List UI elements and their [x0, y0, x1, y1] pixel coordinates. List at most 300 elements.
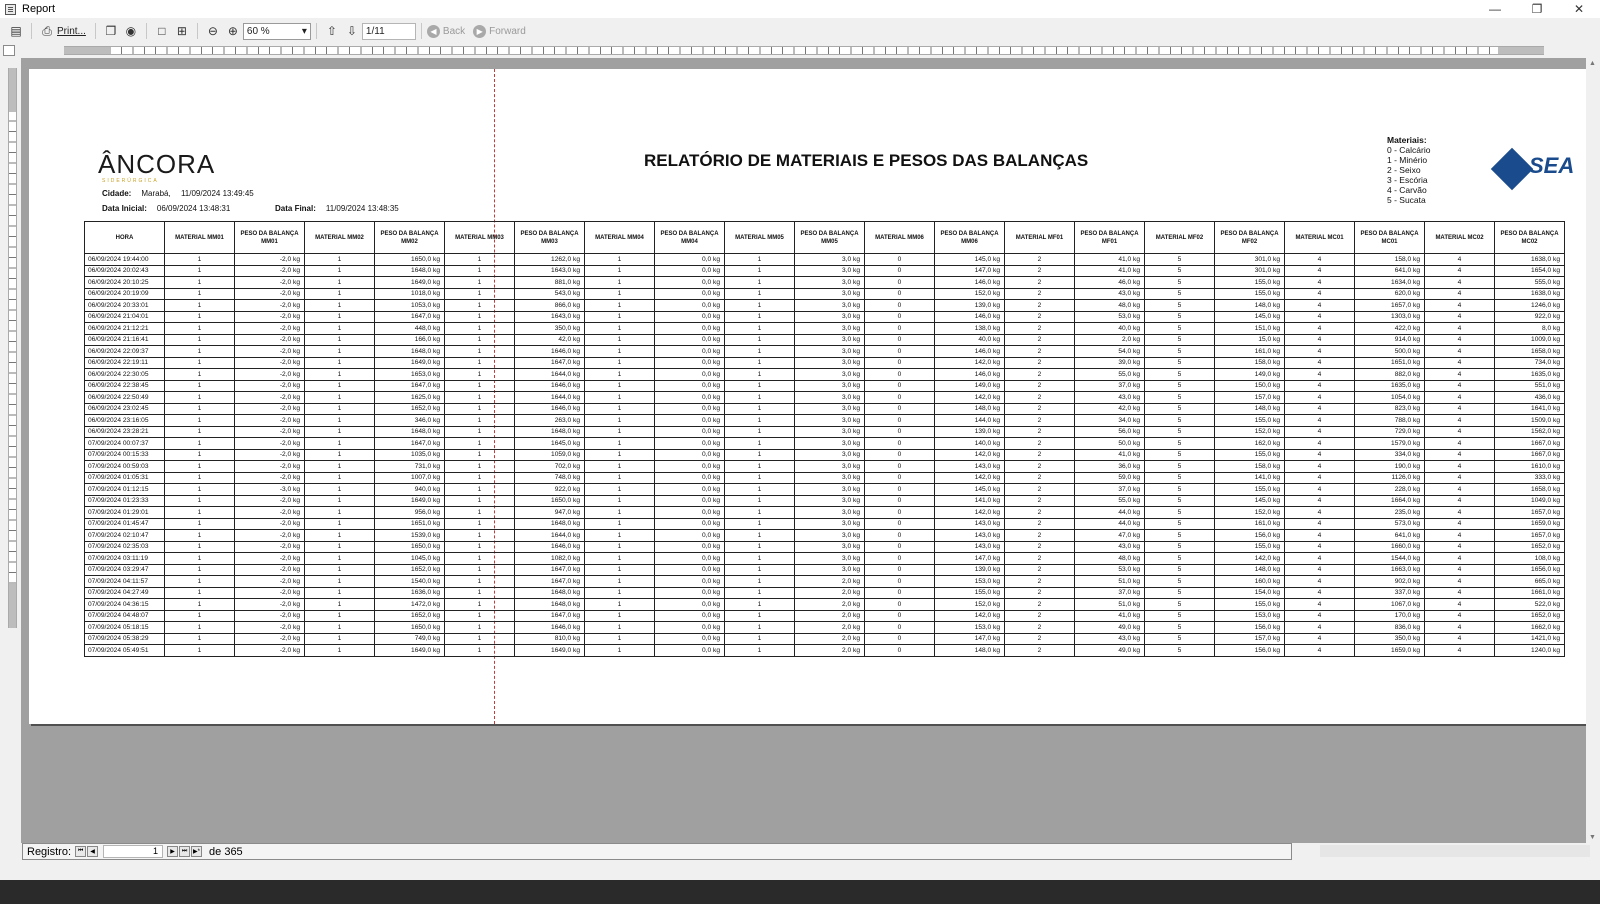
table-row [85, 426, 1565, 438]
table-cell: 1 [445, 392, 515, 404]
table-cell: -2,0 kg [235, 415, 305, 427]
table-cell: 4 [1285, 288, 1355, 300]
column-header: MATERIAL MF01 [1005, 222, 1075, 254]
table-cell: 1648,0 kg [515, 426, 585, 438]
table-cell: 07/09/2024 01:12:15 [85, 484, 165, 496]
table-cell: 1 [725, 449, 795, 461]
table-cell: 143,0 kg [935, 530, 1005, 542]
table-cell: 1 [445, 495, 515, 507]
table-cell: 06/09/2024 20:19:09 [85, 288, 165, 300]
table-cell: 4 [1425, 553, 1495, 565]
table-cell: 155,0 kg [1215, 415, 1285, 427]
single-page-icon[interactable]: □ [158, 24, 166, 38]
table-cell: 142,0 kg [1215, 553, 1285, 565]
table-cell: -2,0 kg [235, 357, 305, 369]
table-cell: 731,0 kg [375, 461, 445, 473]
table-cell: 5 [1145, 288, 1215, 300]
table-cell: 1651,0 kg [375, 518, 445, 530]
table-cell: 4 [1425, 518, 1495, 530]
table-cell: 2,0 kg [795, 576, 865, 588]
table-cell: 2 [1005, 576, 1075, 588]
table-row [85, 645, 1565, 657]
table-cell: -2,0 kg [235, 495, 305, 507]
table-cell: 3,0 kg [795, 334, 865, 346]
table-cell: 0 [865, 587, 935, 599]
table-cell: 1579,0 kg [1355, 438, 1425, 450]
table-cell: 1 [445, 633, 515, 645]
table-cell: -2,0 kg [235, 300, 305, 312]
table-cell: 1 [165, 599, 235, 611]
table-cell: 07/09/2024 01:23:33 [85, 495, 165, 507]
table-row [85, 392, 1565, 404]
table-cell: 166,0 kg [375, 334, 445, 346]
table-cell: 07/09/2024 05:18:15 [85, 622, 165, 634]
report-page [29, 69, 1586, 724]
table-cell: 436,0 kg [1495, 392, 1565, 404]
table-cell: 0 [865, 553, 935, 565]
table-cell: 5 [1145, 403, 1215, 415]
table-cell: 0 [865, 507, 935, 519]
table-cell: -2,0 kg [235, 254, 305, 266]
table-cell: -2,0 kg [235, 518, 305, 530]
back-arrow-icon[interactable]: ◀ [427, 25, 440, 38]
table-cell: 148,0 kg [1215, 403, 1285, 415]
table-cell: 0,0 kg [655, 380, 725, 392]
table-cell: 155,0 kg [1215, 449, 1285, 461]
table-cell: 1 [585, 507, 655, 519]
legend-item: 0 - Calcário [1387, 145, 1431, 155]
table-cell: 1 [725, 622, 795, 634]
table-cell: 1 [305, 254, 375, 266]
table-cell: 2 [1005, 392, 1075, 404]
table-cell: 555,0 kg [1495, 277, 1565, 289]
table-cell: 4 [1285, 415, 1355, 427]
table-cell: 1049,0 kg [1495, 495, 1565, 507]
table-cell: 2,0 kg [1075, 334, 1145, 346]
table-cell: 43,0 kg [1075, 541, 1145, 553]
table-cell: 155,0 kg [1215, 484, 1285, 496]
table-cell: 1638,0 kg [1495, 254, 1565, 266]
table-cell: 5 [1145, 426, 1215, 438]
table-row [85, 530, 1565, 542]
table-cell: 1059,0 kg [515, 449, 585, 461]
table-row [85, 369, 1565, 381]
report-viewport[interactable] [21, 58, 1586, 843]
table-cell: 0,0 kg [655, 645, 725, 657]
data-final-label: Data Final: [275, 204, 316, 213]
scroll-up-icon[interactable]: ▲ [1589, 60, 1596, 67]
table-cell: 346,0 kg [375, 415, 445, 427]
table-cell: 301,0 kg [1215, 265, 1285, 277]
table-cell: 2 [1005, 265, 1075, 277]
sea-logo-text: SEA [1529, 153, 1575, 178]
table-cell: 1 [445, 323, 515, 335]
table-cell: 0 [865, 300, 935, 312]
table-cell: 0,0 kg [655, 288, 725, 300]
table-cell: 1 [445, 403, 515, 415]
table-cell: 4 [1425, 346, 1495, 358]
page-number-input[interactable]: 1/11 [362, 23, 416, 40]
table-cell: 06/09/2024 21:04:01 [85, 311, 165, 323]
column-header: PESO DA BALANÇA MM02 [375, 222, 445, 254]
table-cell: 1 [165, 576, 235, 588]
data-inicial-line [102, 204, 230, 213]
table-cell: 1053,0 kg [375, 300, 445, 312]
table-cell: 1 [305, 633, 375, 645]
table-body [85, 254, 1565, 657]
scroll-down-icon[interactable]: ▼ [1589, 834, 1596, 841]
record-total: de 365 [209, 845, 243, 858]
table-cell: -2,0 kg [235, 599, 305, 611]
table-cell: 06/09/2024 22:38:45 [85, 380, 165, 392]
table-cell: 4 [1285, 254, 1355, 266]
table-cell: 448,0 kg [375, 323, 445, 335]
table-cell: 0 [865, 357, 935, 369]
table-cell: 3,0 kg [795, 403, 865, 415]
table-cell: 1646,0 kg [515, 380, 585, 392]
table-cell: 152,0 kg [935, 288, 1005, 300]
table-cell: 1 [585, 288, 655, 300]
column-header: PESO DA BALANÇA MM01 [235, 222, 305, 254]
column-header: HORA [85, 222, 165, 254]
table-cell: 1 [165, 369, 235, 381]
table-cell: 748,0 kg [515, 472, 585, 484]
vertical-scrollbar[interactable] [1586, 58, 1600, 843]
table-cell: 1 [725, 438, 795, 450]
next-page-icon[interactable]: ⇩ [346, 24, 357, 38]
table-cell: 4 [1425, 507, 1495, 519]
table-cell: 153,0 kg [1215, 610, 1285, 622]
previous-record-icon[interactable]: ◀ [87, 846, 98, 857]
table-cell: 882,0 kg [1355, 369, 1425, 381]
table-cell: 141,0 kg [1215, 472, 1285, 484]
record-number-input[interactable]: 1 [103, 845, 163, 858]
table-cell: 5 [1145, 265, 1215, 277]
table-cell: 1 [725, 323, 795, 335]
table-cell: 4 [1285, 323, 1355, 335]
toolbar-separator [31, 23, 32, 39]
horizontal-ruler[interactable] [64, 46, 1544, 55]
table-cell: 3,0 kg [795, 438, 865, 450]
table-cell: 55,0 kg [1075, 369, 1145, 381]
table-cell: 1 [725, 311, 795, 323]
table-cell: 142,0 kg [935, 392, 1005, 404]
table-cell: 2 [1005, 426, 1075, 438]
table-cell: 3,0 kg [795, 357, 865, 369]
table-cell: 1646,0 kg [515, 541, 585, 553]
table-cell: -2,0 kg [235, 334, 305, 346]
table-cell: 146,0 kg [935, 346, 1005, 358]
table-cell: 956,0 kg [375, 507, 445, 519]
last-record-icon[interactable]: ⏭ [179, 846, 190, 857]
table-cell: -2,0 kg [235, 587, 305, 599]
table-cell: 1007,0 kg [375, 472, 445, 484]
table-cell: 158,0 kg [1215, 357, 1285, 369]
table-cell: -2,0 kg [235, 610, 305, 622]
table-cell: 156,0 kg [1215, 645, 1285, 657]
table-cell: 1 [445, 277, 515, 289]
table-cell: 5 [1145, 254, 1215, 266]
table-cell: -2,0 kg [235, 553, 305, 565]
table-cell: 140,0 kg [935, 438, 1005, 450]
sea-logo [1491, 149, 1586, 189]
table-cell: 1082,0 kg [515, 553, 585, 565]
table-cell: 4 [1425, 265, 1495, 277]
table-cell: 1643,0 kg [515, 265, 585, 277]
table-cell: 0,0 kg [655, 507, 725, 519]
table-cell: 1 [585, 518, 655, 530]
table-cell: 5 [1145, 530, 1215, 542]
table-cell: 143,0 kg [935, 518, 1005, 530]
table-cell: 3,0 kg [795, 564, 865, 576]
table-cell: 145,0 kg [1215, 495, 1285, 507]
table-cell: 1 [165, 323, 235, 335]
vertical-ruler[interactable] [8, 68, 17, 628]
table-cell: 143,0 kg [935, 461, 1005, 473]
table-cell: 0 [865, 633, 935, 645]
table-cell: 144,0 kg [935, 415, 1005, 427]
table-cell: 2 [1005, 254, 1075, 266]
previous-page-icon[interactable]: ⇧ [326, 24, 337, 38]
table-row [85, 507, 1565, 519]
table-cell: 1 [585, 254, 655, 266]
forward-arrow-icon[interactable]: ▶ [473, 25, 486, 38]
forward-button[interactable]: Forward [489, 25, 526, 37]
table-cell: 42,0 kg [515, 334, 585, 346]
table-cell: 1646,0 kg [515, 346, 585, 358]
table-cell: 1635,0 kg [1495, 369, 1565, 381]
table-cell: 41,0 kg [1075, 254, 1145, 266]
table-cell: 07/09/2024 05:49:51 [85, 645, 165, 657]
logo-text: ÂNCORA [98, 149, 216, 179]
table-cell: 1 [445, 587, 515, 599]
table-cell: 142,0 kg [935, 449, 1005, 461]
table-header-row [85, 222, 1565, 254]
new-record-icon[interactable]: ▶* [191, 846, 202, 857]
table-cell: 1 [165, 300, 235, 312]
legend-title: Materiais: [1387, 135, 1427, 145]
close-icon[interactable]: ✕ [1573, 2, 1585, 16]
multi-page-icon[interactable]: ⊞ [176, 24, 187, 38]
binoculars-icon[interactable]: ◉ [125, 24, 137, 38]
table-cell: 823,0 kg [1355, 403, 1425, 415]
table-cell: 46,0 kg [1075, 277, 1145, 289]
page-setup-icon[interactable]: ▤ [10, 24, 22, 38]
table-cell: 54,0 kg [1075, 346, 1145, 358]
table-cell: 1 [165, 311, 235, 323]
next-record-icon[interactable]: ▶ [167, 846, 178, 857]
table-cell: 149,0 kg [935, 380, 1005, 392]
table-cell: 1 [585, 645, 655, 657]
table-cell: 3,0 kg [795, 415, 865, 427]
table-cell: 1 [725, 553, 795, 565]
toolbar-separator [146, 23, 147, 39]
table-cell: 1 [725, 495, 795, 507]
table-cell: 5 [1145, 369, 1215, 381]
restore-icon[interactable]: ❐ [1531, 2, 1543, 16]
table-cell: 2 [1005, 622, 1075, 634]
table-cell: 1 [305, 277, 375, 289]
table-cell: 1 [305, 369, 375, 381]
table-cell: 641,0 kg [1355, 265, 1425, 277]
ruler-corner [3, 45, 15, 56]
table-cell: 149,0 kg [1215, 369, 1285, 381]
printer-icon[interactable]: ⎙ [42, 23, 52, 38]
table-cell: 5 [1145, 461, 1215, 473]
table-cell: 5 [1145, 622, 1215, 634]
table-row [85, 495, 1565, 507]
table-cell: 1657,0 kg [1495, 507, 1565, 519]
table-cell: 1 [585, 610, 655, 622]
table-cell: 148,0 kg [1215, 564, 1285, 576]
table-cell: 0,0 kg [655, 484, 725, 496]
zoom-out-icon[interactable]: ⊖ [207, 24, 218, 38]
table-cell: 1 [445, 449, 515, 461]
table-cell: 148,0 kg [935, 645, 1005, 657]
table-cell: 4 [1425, 472, 1495, 484]
table-cell: 4 [1285, 484, 1355, 496]
table-cell: 1658,0 kg [1495, 346, 1565, 358]
table-row [85, 553, 1565, 565]
table-cell: 4 [1425, 369, 1495, 381]
table-cell: 788,0 kg [1355, 415, 1425, 427]
table-cell: 190,0 kg [1355, 461, 1425, 473]
table-cell: 4 [1285, 610, 1355, 622]
table-cell: 1646,0 kg [515, 403, 585, 415]
table-cell: 1 [305, 346, 375, 358]
table-cell: 0 [865, 254, 935, 266]
table-cell: 4 [1425, 403, 1495, 415]
table-cell: 1 [305, 461, 375, 473]
table-cell: -2,0 kg [235, 541, 305, 553]
table-cell: 1 [165, 530, 235, 542]
table-cell: -2,0 kg [235, 323, 305, 335]
table-cell: 1 [585, 622, 655, 634]
table-cell: 1 [585, 449, 655, 461]
table-cell: 1 [305, 392, 375, 404]
table-cell: 43,0 kg [1075, 288, 1145, 300]
legend-item: 1 - Minério [1387, 155, 1428, 165]
table-cell: 1 [445, 380, 515, 392]
table-cell: 153,0 kg [935, 622, 1005, 634]
table-cell: 34,0 kg [1075, 415, 1145, 427]
table-cell: 2,0 kg [795, 645, 865, 657]
table-cell: -2,0 kg [235, 438, 305, 450]
table-cell: 0,0 kg [655, 553, 725, 565]
table-row [85, 484, 1565, 496]
table-cell: 881,0 kg [515, 277, 585, 289]
cidade-line [102, 189, 254, 198]
table-cell: 07/09/2024 02:10:47 [85, 530, 165, 542]
table-cell: 5 [1145, 507, 1215, 519]
table-cell: 0,0 kg [655, 622, 725, 634]
table-cell: 0 [865, 541, 935, 553]
table-cell: 0 [865, 495, 935, 507]
table-cell: 3,0 kg [795, 426, 865, 438]
table-cell: 2 [1005, 495, 1075, 507]
table-cell: 947,0 kg [515, 507, 585, 519]
table-cell: 922,0 kg [515, 484, 585, 496]
table-cell: 4 [1285, 438, 1355, 450]
table-cell: 1 [165, 288, 235, 300]
table-cell: 2 [1005, 438, 1075, 450]
table-cell: 1 [585, 599, 655, 611]
table-cell: 1 [305, 357, 375, 369]
table-cell: 4 [1285, 576, 1355, 588]
zoom-select[interactable] [243, 23, 311, 40]
table-row [85, 518, 1565, 530]
table-cell: 1650,0 kg [375, 622, 445, 634]
table-cell: 1 [165, 449, 235, 461]
table-cell: 1 [725, 277, 795, 289]
table-cell: 1 [165, 472, 235, 484]
cidade-label: Cidade: [102, 189, 132, 198]
table-cell: 1 [305, 541, 375, 553]
table-cell: 1 [585, 426, 655, 438]
table-cell: 06/09/2024 23:28:21 [85, 426, 165, 438]
status-bar [0, 843, 1600, 880]
table-cell: 4 [1425, 495, 1495, 507]
legend-item: 3 - Escória [1387, 175, 1428, 185]
table-cell: 1 [585, 633, 655, 645]
table-cell: 301,0 kg [1215, 254, 1285, 266]
table-cell: 170,0 kg [1355, 610, 1425, 622]
back-button[interactable]: Back [442, 25, 466, 37]
table-cell: 07/09/2024 00:59:03 [85, 461, 165, 473]
table-cell: 4 [1285, 530, 1355, 542]
table-cell: -2,0 kg [235, 507, 305, 519]
print-button[interactable]: Print... [57, 25, 86, 37]
table-cell: 141,0 kg [935, 495, 1005, 507]
table-cell: 1658,0 kg [1495, 484, 1565, 496]
chevron-down-icon: ▾ [301, 25, 307, 37]
table-cell: 37,0 kg [1075, 587, 1145, 599]
table-cell: 729,0 kg [1355, 426, 1425, 438]
materials-legend [1387, 135, 1430, 205]
table-cell: 4 [1425, 300, 1495, 312]
table-cell: 07/09/2024 03:29:47 [85, 564, 165, 576]
table-cell: 161,0 kg [1215, 346, 1285, 358]
table-cell: 4 [1425, 599, 1495, 611]
table-cell: 40,0 kg [1075, 323, 1145, 335]
column-header: PESO DA BALANÇA MM04 [655, 222, 725, 254]
table-cell: -2,0 kg [235, 622, 305, 634]
table-cell: 1 [725, 633, 795, 645]
record-navigator [22, 843, 1292, 860]
table-row [85, 461, 1565, 473]
zoom-in-icon[interactable]: ⊕ [227, 24, 238, 38]
table-cell: -2,0 kg [235, 564, 305, 576]
report-datetime: 11/09/2024 13:49:45 [180, 189, 254, 198]
table-cell: 573,0 kg [1355, 518, 1425, 530]
table-cell: 1648,0 kg [375, 346, 445, 358]
minimize-icon[interactable]: — [1489, 2, 1501, 16]
table-cell: 1 [585, 311, 655, 323]
table-cell: 44,0 kg [1075, 507, 1145, 519]
first-record-icon[interactable]: ⏮ [75, 846, 86, 857]
table-cell: 1 [305, 576, 375, 588]
table-cell: 1 [305, 587, 375, 599]
table-cell: 4 [1425, 311, 1495, 323]
table-cell: 0 [865, 346, 935, 358]
table-cell: 1647,0 kg [515, 610, 585, 622]
table-cell: 0 [865, 277, 935, 289]
toolbar-separator [316, 23, 317, 39]
copy-icon[interactable]: ❐ [105, 24, 117, 38]
table-cell: 2 [1005, 311, 1075, 323]
table-cell: 5 [1145, 311, 1215, 323]
table-cell: -2,0 kg [235, 426, 305, 438]
